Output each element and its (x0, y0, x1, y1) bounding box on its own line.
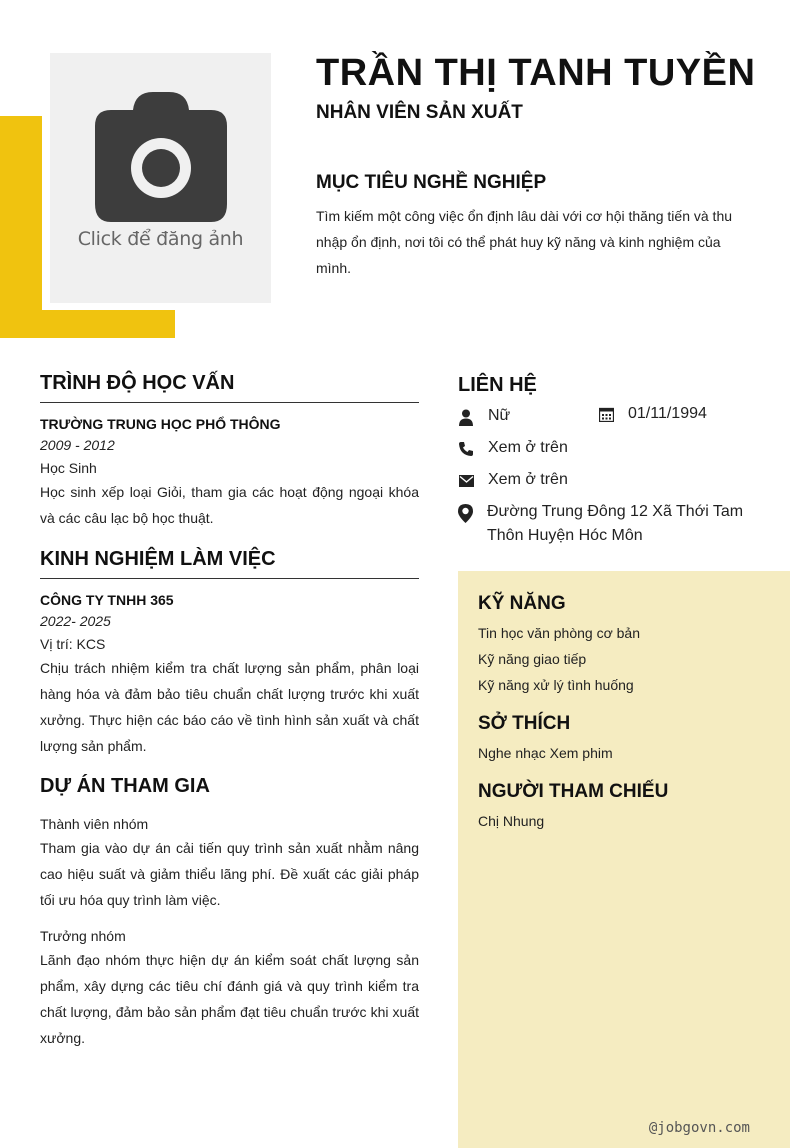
watermark: @jobgovn.com (648, 1120, 750, 1136)
skill-item: Tin học văn phòng cơ bản (478, 625, 640, 641)
location-pin-icon (458, 504, 473, 522)
project-role: Thành viên nhóm (40, 816, 149, 832)
skills-title: KỸ NĂNG (478, 593, 566, 614)
photo-upload-label: Click để đăng ảnh (77, 228, 244, 250)
project-item (40, 816, 419, 913)
references-title: NGƯỜI THAM CHIẾU (478, 781, 669, 802)
contact-phone-value[interactable]: Xem ở trên (488, 439, 568, 456)
references-text: Chị Nhung (478, 813, 545, 829)
experience-desc: Chịu trách nhiệm kiểm tra chất lượng sản phẩm, phân loại hàng hóa và đảm bảo tiêu chuẩn chất lượng trước khi xuất xưởng. Thực hiện các báo cáo về tình hình sản xuất và chất lượng sản phẩm. (40, 660, 419, 754)
phone-icon (458, 440, 474, 458)
contact-address-value: Đường Trung Đông 12 Xã Thới Tam Thôn Huyện Hóc Môn (487, 503, 744, 544)
education-period: 2009 - 2012 (40, 437, 115, 453)
education-title: TRÌNH ĐỘ HỌC VẤN (40, 372, 419, 403)
experience-title: KINH NGHIỆM LÀM VIỆC (40, 548, 419, 579)
education-role: Học Sinh (40, 460, 97, 476)
contact-title: LIÊN HỆ (458, 374, 537, 396)
calendar-icon (599, 407, 614, 422)
accent-bar-horizontal (0, 310, 175, 338)
hobbies-text: Nghe nhạc Xem phim (478, 745, 613, 761)
skill-item: Kỹ năng giao tiếp (478, 651, 587, 667)
mail-icon (458, 472, 474, 490)
hobbies-section (478, 713, 770, 761)
project-desc: Tham gia vào dự án cải tiến quy trình sản xuất nhằm nâng cao hiệu suất và giảm thiểu lãng phí. Đề xuất các giải pháp tối ưu hóa quy trình làm việc. (40, 840, 419, 908)
experience-role: Vị trí: KCS (40, 636, 106, 652)
photo-upload[interactable] (50, 53, 271, 303)
hobbies-title: SỞ THÍCH (478, 713, 571, 734)
contact-dob (599, 405, 707, 423)
project-desc: Lãnh đạo nhóm thực hiện dự án kiểm soát chất lượng sản phẩm, xây dựng các tiêu chí đánh giá và quy trình kiểm tra chất lượng, đảm bảo sản phẩm đạt tiêu chuẩn trước khi xuất xưởng. (40, 952, 419, 1046)
references-section (478, 781, 770, 829)
skills-section (478, 593, 770, 693)
contact-gender (458, 407, 510, 428)
education-desc: Học sinh xếp loại Giỏi, tham gia các hoạt động ngoại khóa và các câu lạc bộ học thuật. (40, 484, 419, 526)
contact-email-value[interactable]: Xem ở trên (488, 471, 568, 488)
skill-item: Kỹ năng xử lý tình huống (478, 677, 634, 693)
contact-gender-value: Nữ (488, 407, 511, 424)
contact-phone (458, 439, 568, 460)
projects-title: DỰ ÁN THAM GIA (40, 775, 210, 797)
accent-bar-vertical (0, 116, 42, 338)
objective-title: MỤC TIÊU NGHỀ NGHIỆP (316, 172, 547, 193)
experience-period: 2022- 2025 (40, 613, 111, 629)
contact-email (458, 471, 568, 492)
left-column (40, 372, 419, 1051)
projects-section (40, 775, 419, 1051)
experience-section (40, 548, 419, 759)
contact-address (458, 503, 758, 548)
project-item (40, 928, 419, 1051)
candidate-name: TRẦN THỊ TANH TUYỀN (316, 52, 756, 94)
objective-text: Tìm kiếm một công việc ổn định lâu dài với cơ hội thăng tiến và thu nhập ổn định, nơi tôi có thể phát huy kỹ năng và kinh nghiệm của mình. (316, 208, 733, 276)
project-role: Trưởng nhóm (40, 928, 126, 944)
contact-dob-value: 01/11/1994 (628, 405, 707, 422)
camera-icon (95, 92, 227, 222)
side-panel (458, 571, 790, 1148)
job-title: NHÂN VIÊN SẢN XUẤT (316, 102, 523, 123)
education-org: TRƯỜNG TRUNG HỌC PHỔ THÔNG (40, 416, 281, 432)
experience-org: CÔNG TY TNHH 365 (40, 592, 174, 608)
education-section (40, 372, 419, 531)
person-icon (458, 408, 474, 426)
